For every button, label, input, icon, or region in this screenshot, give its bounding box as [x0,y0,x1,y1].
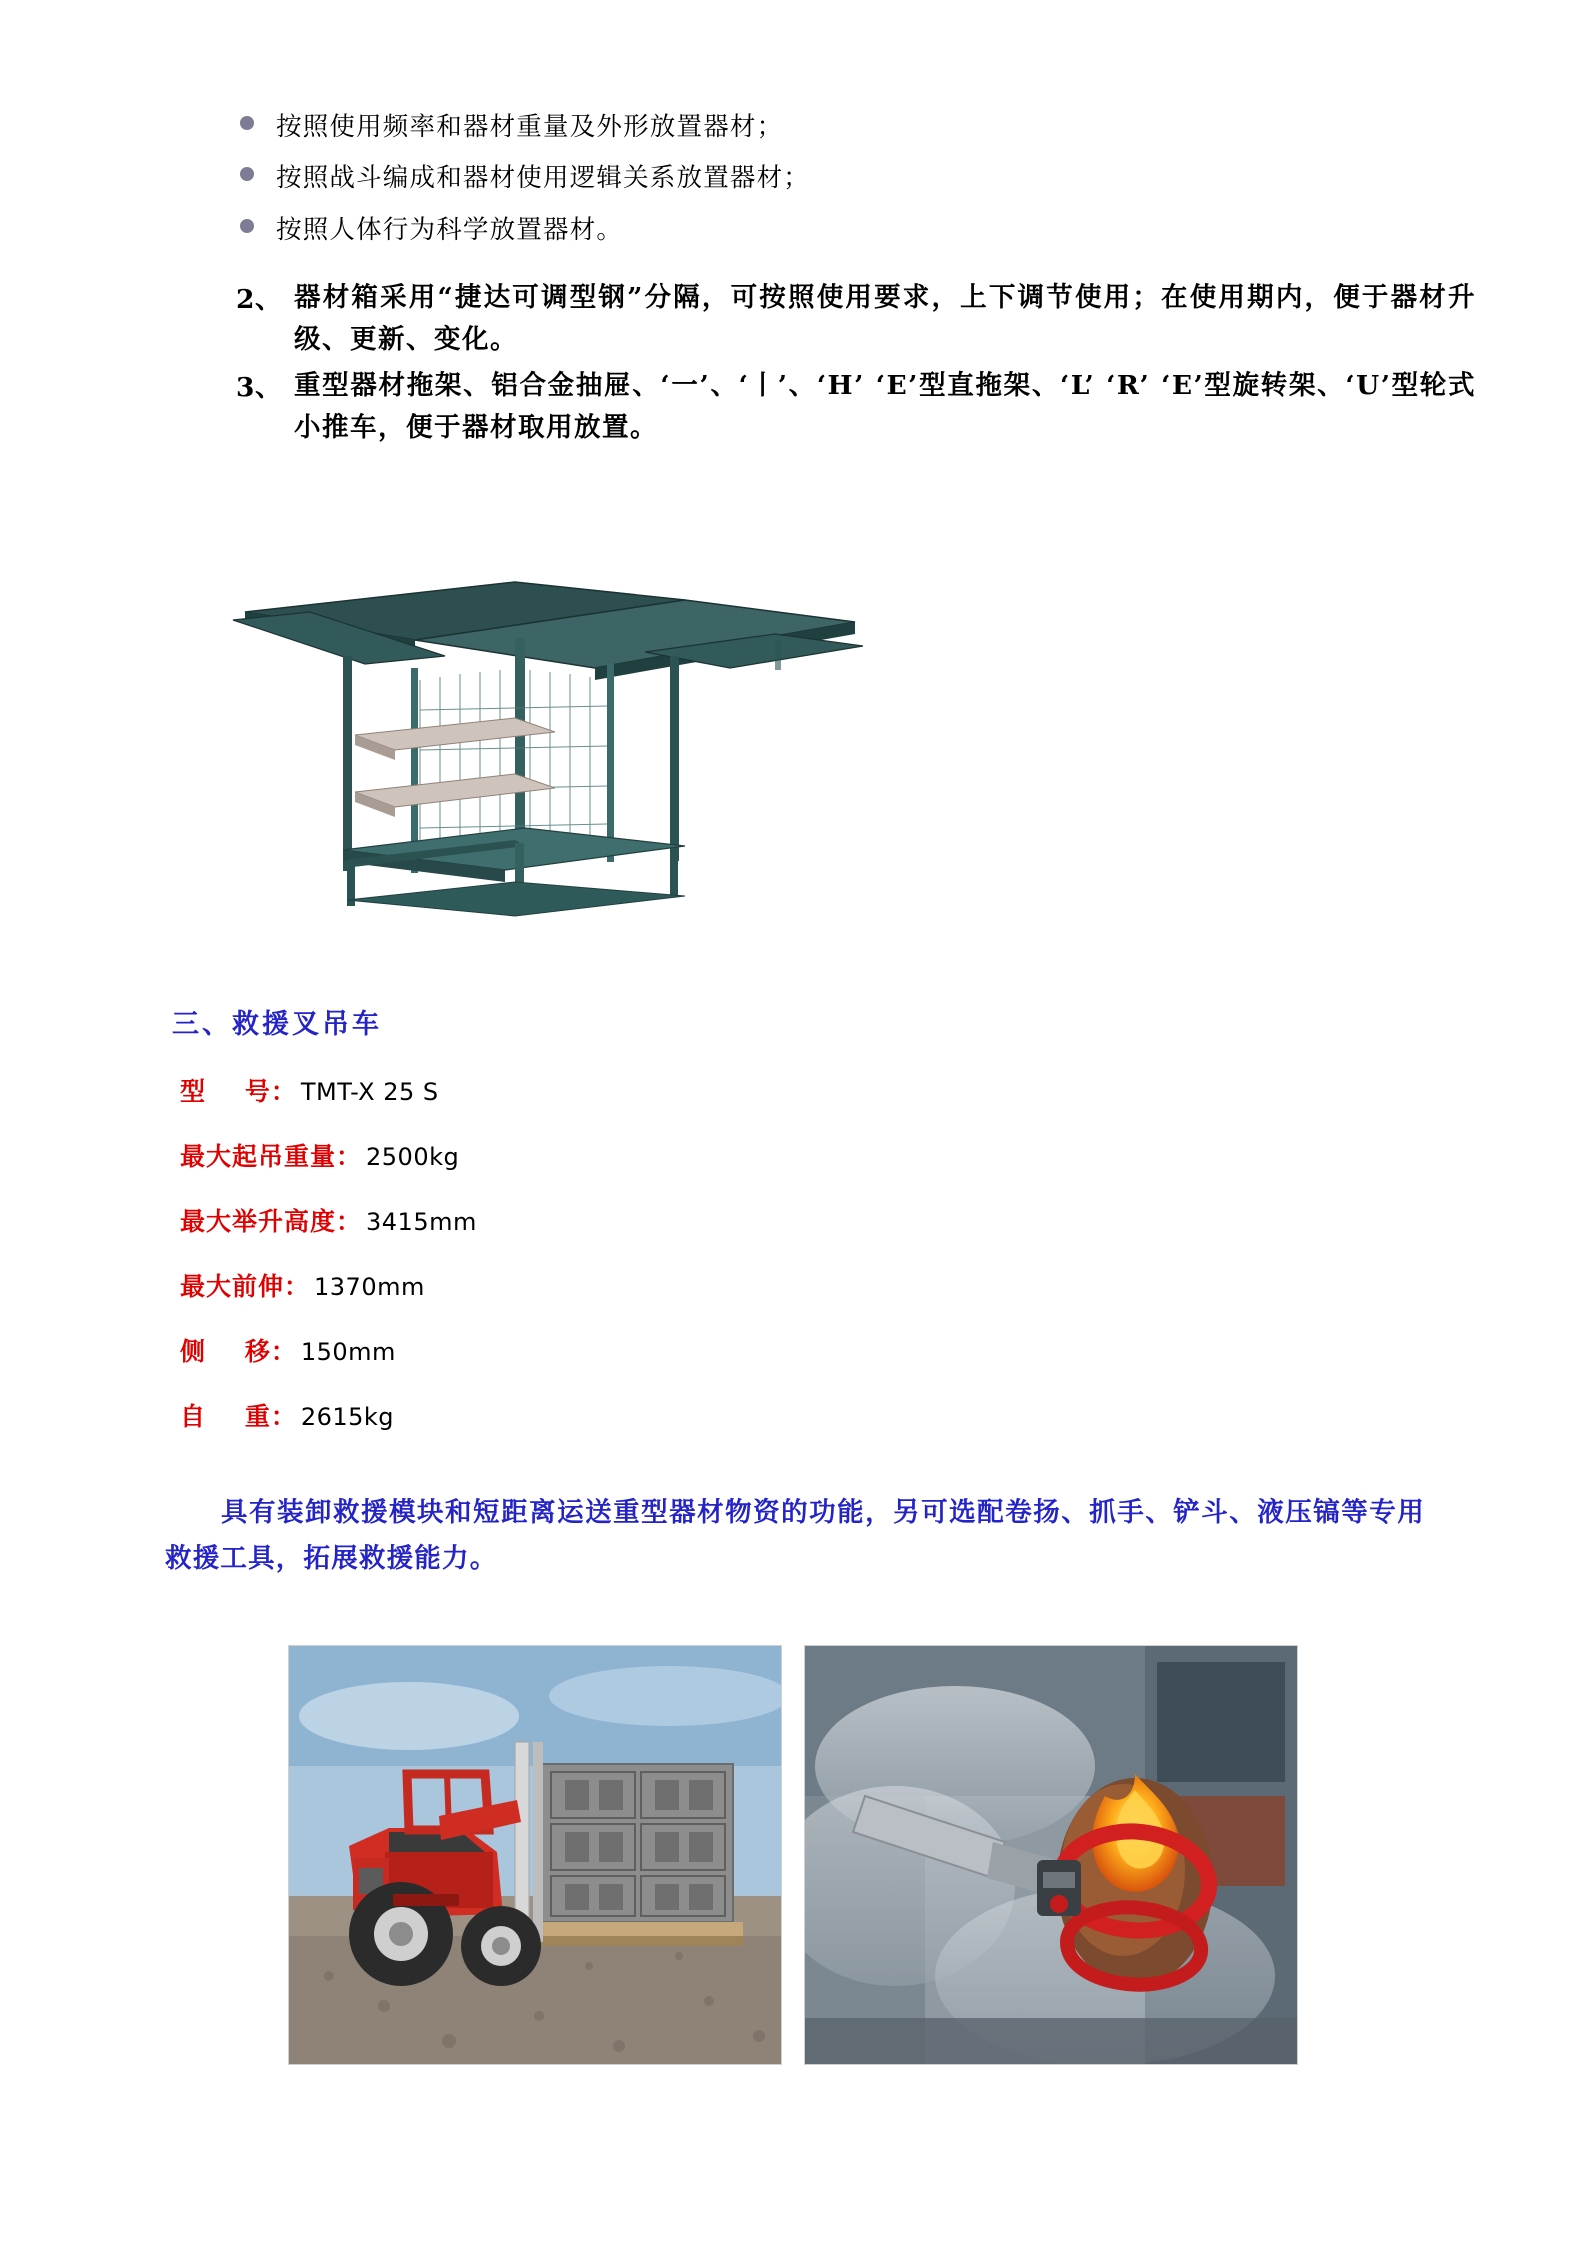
numbered-item [236,277,1476,361]
spec-row [180,1202,880,1238]
spec-key: 自 重： [180,1402,297,1431]
bullet-text: 按照使用频率和器材重量及外形放置器材； [276,112,784,142]
spec-row [180,1072,880,1108]
spec-value: 2615kg [300,1403,395,1431]
bullet-dot-icon [240,116,254,130]
spec-value: 1370mm [314,1273,425,1301]
spec-row [180,1137,880,1173]
list-item [240,213,1420,247]
photo-loader-with-blocks [288,1645,782,2065]
spec-row [180,1397,880,1433]
photo-row [288,1645,1298,2065]
spec-key: 最大前伸： [180,1272,311,1301]
spec-value: 150mm [300,1338,396,1366]
bullet-list [240,110,1420,264]
bullet-dot-icon [240,167,254,181]
bullet-text: 按照战斗编成和器材使用逻辑关系放置器材； [276,163,811,194]
spec-value: 3415mm [366,1208,477,1236]
description-paragraph: 具有装卸救援模块和短距离运送重型器材物资的功能，另可选配卷扬、抓手、铲斗、液压镐等专用救援工具，拓展救援能力。 [165,1497,1425,1574]
numbered-item [236,365,1476,449]
spec-row [180,1332,880,1368]
spec-row [180,1267,880,1303]
spec-key: 侧 移： [180,1337,297,1366]
numbered-list [236,277,1476,452]
spec-list [180,1072,880,1462]
list-item [240,161,1420,195]
bullet-dot-icon [240,219,254,233]
section-heading: 三、救援叉吊车 [172,1009,382,1040]
figure-equipment-rack [215,560,875,960]
list-item [240,110,1420,144]
spec-value: 2500kg [366,1143,460,1171]
bullet-text: 按照人体行为科学放置器材。 [276,214,624,245]
numbered-item-text: 器材箱采用“捷达可调型钢”分隔，可按照使用要求，上下调节使用；在使用期内，便于器材升级、更新、变化。 [294,282,1476,355]
numbered-item-label: 3、 [236,371,282,403]
spec-key: 型 号： [180,1077,297,1106]
numbered-item-label: 2、 [236,284,282,315]
numbered-item-text: 重型器材拖架、铝合金抽屉、‘一’、‘丨’、‘H’ ‘E’型直拖架、‘L’ ‘R’ ‘E’型旋转架、‘U’型轮式小推车，便于器材取用放置。 [294,369,1476,443]
spec-key: 最大举升高度： [180,1207,363,1236]
spec-key: 最大起吊重量： [180,1142,363,1171]
photo-burning-drum [804,1645,1298,2065]
spec-value: TMT-X 25 S [300,1078,439,1106]
